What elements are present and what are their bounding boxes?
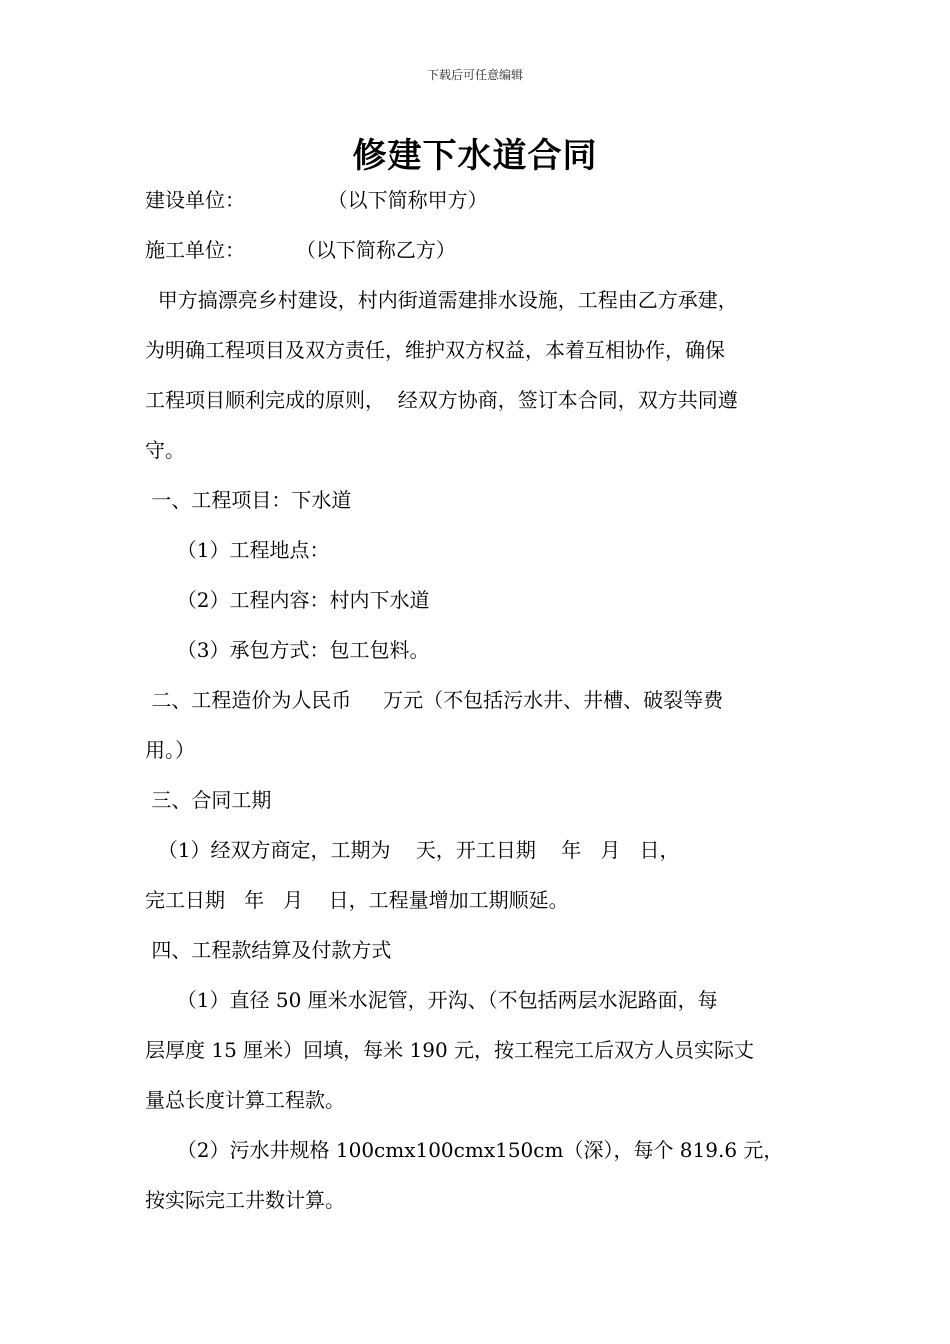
intro-line-3: 工程项目顺利完成的原则， 经双方协商，签订本合同，双方共同遵 xyxy=(145,388,738,412)
section-1-item-1: （1）工程地点： xyxy=(145,538,330,562)
intro-line-1: 甲方搞漂亮乡村建设，村内街道需建排水设施，工程由乙方承建， xyxy=(145,288,738,312)
section-1-item-3: （3）承包方式：包工包料。 xyxy=(145,638,430,662)
section-1-heading: 一、工程项目：下水道 xyxy=(145,488,352,512)
section-4-item-2-line-1: （2）污水井规格 100cmx100cmx150cm（深），每个 819.6 元， xyxy=(145,1138,784,1162)
section-4-heading: 四、工程款结算及付款方式 xyxy=(145,938,392,962)
section-2-line-2: 用。） xyxy=(145,738,195,762)
section-3-heading: 三、合同工期 xyxy=(145,788,272,812)
section-3-item-1-line-1: （1）经双方商定，工期为 天，开工日期 年 月 日， xyxy=(145,838,680,862)
section-4-item-1-line-1: （1）直径 50 厘米水泥管，开沟、（不包括两层水泥路面，每 xyxy=(145,988,718,1012)
section-2-line-1: 二、工程造价为人民币 万元（不包括污水井、井槽、破裂等费 xyxy=(145,688,724,712)
section-3-item-1-line-2: 完工日期 年 月 日，工程量增加工期顺延。 xyxy=(145,888,569,912)
document-title: 修建下水道合同 xyxy=(352,136,598,176)
section-4-item-1-line-3: 量总长度计算工程款。 xyxy=(145,1088,345,1112)
intro-line-4: 守。 xyxy=(145,438,185,462)
section-1-item-2: （2）工程内容：村内下水道 xyxy=(145,588,430,612)
header-note: 下载后可任意编辑 xyxy=(426,68,523,82)
section-4-item-2-line-2: 按实际完工井数计算。 xyxy=(145,1188,345,1212)
intro-line-2: 为明确工程项目及双方责任，维护双方权益，本着互相协作，确保 xyxy=(145,338,725,362)
builder-unit-line: 建设单位： （以下简称甲方） xyxy=(145,188,488,212)
section-4-item-1-line-2: 层厚度 15 厘米）回填，每米 190 元，按工程完工后双方人员实际丈 xyxy=(145,1038,755,1062)
contractor-unit-line: 施工单位： （以下简称乙方） xyxy=(145,238,456,262)
